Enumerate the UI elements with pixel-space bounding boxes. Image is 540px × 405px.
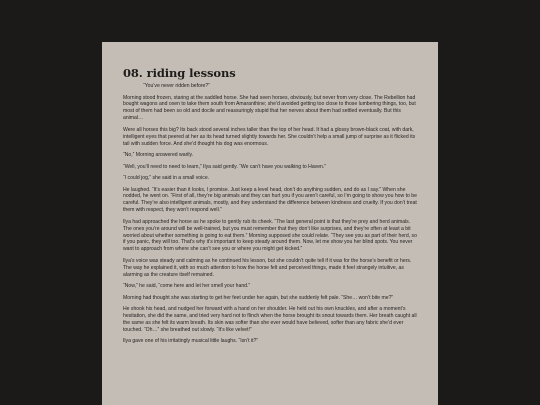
chapter-title: 08. riding lessons bbox=[123, 66, 236, 80]
paragraph: Were all horses this big? Its back stood several inches taller than the top of her head. It had a glossy brown-black coat, with dark, intelligent eyes that peered at her as its head turned slightly towards her. She couldn’t help a small jump of surprise as it flicked its tail with sudden force. And she’d thought his dog was enormous. bbox=[123, 126, 416, 147]
paragraph: “Now,” he said, “come here and let her smell your hand.” bbox=[123, 283, 251, 290]
paragraph: Morning had thought she was starting to get her feet under her again, but she suddenly felt pale. “She… won’t bite me?” bbox=[123, 294, 394, 301]
paragraph: “I could jog,” she said in a small voice. bbox=[123, 175, 210, 182]
paragraph: “No,” Morning answered warily. bbox=[123, 152, 194, 159]
paragraph: He laughed. “It’s easier than it looks, I promise. Just keep a level head, don’t do anything sudden, and do as I say.” When she nodded, he went on. “First of all, they’re big animals and they can hurt you if you aren’t careful, so I’m going to show you how to be careful. They’re also intelligent animals, mostly, and they understand the difference between kindness and cruelty. If you don’t treat them with respect, they won’t respond well.” bbox=[123, 186, 417, 214]
paragraph: Ilya gave one of his irritatingly musical little laughs. “Isn’t it?” bbox=[123, 338, 259, 345]
paragraph: Morning stood frozen, staring at the saddled horse. She had seen horses, obviously, but never from very close. The Rebellion had bought wagons and oxen to take them south from Amaranthine; she’d avoided getting too close to those lumbering things, too, but most of them had been so old and docile and reassuringly stupid that her nerves about them had settled eventually. But this animal… bbox=[123, 94, 416, 122]
document-page bbox=[102, 42, 438, 405]
paragraph: Ilya had approached the horse as he spoke to gently rub its cheek. “The last general point is that they’re prey and herd animals. The ones you’re around will be well-trained, but you must remember that they don’t like surprises, and they’re often at least a bit worried about whether something is going to eat them.” Morning supposed she could relate. “They see you as part of their herd, so if you panic, they will too. That’s why it’s important to keep steady around them. Now, let me show you her blind spots. You never want to approach from where she can’t see you or where you might get kicked.” bbox=[123, 218, 417, 253]
paragraph: “You’ve never ridden before?” bbox=[143, 83, 210, 89]
paragraph: Ilya’s voice was steady and calming as he continued his lesson, but she couldn’t quite tell if it was for the horse’s benefit or hers. The way he explained it, with so much attention to how the horse felt and perceived things, made it feel strangely intuitive, as alarming as the creature itself remained. bbox=[123, 257, 412, 278]
paragraph: He shook his head, and nudged her forward with a hand on her shoulder. He held out his own knuckles, and after a moment’s hesitation, she did the same, and tried very hard not to flinch when the horse brought its snout towards them. Her breath caught all the same as she felt its warm breath. Its skin was softer than she ever would have believed, softer than any fabric she’d ever touched. “Oh…” she breathed out slowly. “It’s like velvet!” bbox=[123, 306, 417, 333]
paragraph: “Well, you’ll need to need to learn,” Ilya said gently. “We can’t have you walking to Haven.” bbox=[123, 163, 327, 170]
